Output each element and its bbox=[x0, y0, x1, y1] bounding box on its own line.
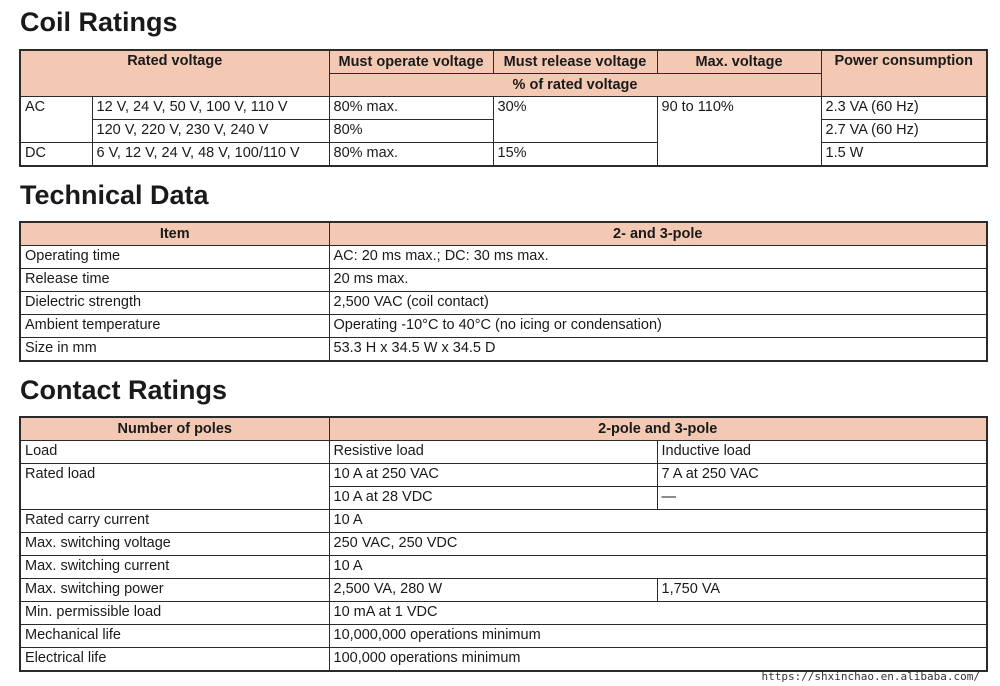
ac-must-operate-2: 80% bbox=[329, 120, 493, 143]
header-2-3-pole: 2- and 3-pole bbox=[329, 222, 987, 246]
rated-load-inductive-1: 7 A at 250 VAC bbox=[657, 464, 987, 487]
ambient-temperature-label: Ambient temperature bbox=[20, 315, 329, 338]
technical-data-title: Technical Data bbox=[20, 180, 209, 210]
table-row bbox=[20, 338, 987, 362]
mechanical-life-value: 10,000,000 operations minimum bbox=[329, 625, 987, 648]
source-url: https://shxinchao.en.alibaba.com/ bbox=[761, 670, 980, 683]
header-percent-rated-voltage: % of rated voltage bbox=[329, 74, 821, 97]
header-must-release-voltage: Must release voltage bbox=[493, 50, 657, 74]
table-row bbox=[20, 625, 987, 648]
table-row bbox=[20, 602, 987, 625]
header-must-operate-voltage: Must operate voltage bbox=[329, 50, 493, 74]
contact-header-row bbox=[20, 417, 987, 441]
table-row bbox=[20, 510, 987, 533]
mechanical-life-label: Mechanical life bbox=[20, 625, 329, 648]
release-time-value: 20 ms max. bbox=[329, 269, 987, 292]
rated-load-label: Rated load bbox=[20, 464, 329, 510]
header-2-pole-3-pole: 2-pole and 3-pole bbox=[329, 417, 987, 441]
max-switching-power-inductive: 1,750 VA bbox=[657, 579, 987, 602]
operating-time-label: Operating time bbox=[20, 246, 329, 269]
table-row bbox=[20, 97, 987, 120]
header-max-voltage: Max. voltage bbox=[657, 50, 821, 74]
table-row bbox=[20, 464, 987, 487]
dc-must-release: 15% bbox=[493, 143, 657, 167]
rated-load-resistive-2: 10 A at 28 VDC bbox=[329, 487, 657, 510]
header-item: Item bbox=[20, 222, 329, 246]
table-row bbox=[20, 269, 987, 292]
dc-power: 1.5 W bbox=[821, 143, 987, 167]
rated-load-inductive-2: — bbox=[657, 487, 987, 510]
table-row bbox=[20, 143, 987, 167]
table-row bbox=[20, 315, 987, 338]
contact-ratings-title: Contact Ratings bbox=[20, 375, 228, 405]
ambient-temperature-value: Operating -10°C to 40°C (no icing or condensation) bbox=[329, 315, 987, 338]
min-permissible-load-value: 10 mA at 1 VDC bbox=[329, 602, 987, 625]
header-power-consumption: Power consumption bbox=[821, 50, 987, 97]
max-switching-power-label: Max. switching power bbox=[20, 579, 329, 602]
table-row bbox=[20, 246, 987, 269]
ac-label: AC bbox=[20, 97, 92, 143]
load-label: Load bbox=[20, 441, 329, 464]
rated-load-resistive-1: 10 A at 250 VAC bbox=[329, 464, 657, 487]
max-switching-current-value: 10 A bbox=[329, 556, 987, 579]
max-switching-voltage-value: 250 VAC, 250 VDC bbox=[329, 533, 987, 556]
ac-power-2: 2.7 VA (60 Hz) bbox=[821, 120, 987, 143]
size-label: Size in mm bbox=[20, 338, 329, 362]
dielectric-strength-value: 2,500 VAC (coil contact) bbox=[329, 292, 987, 315]
ac-power-1: 2.3 VA (60 Hz) bbox=[821, 97, 987, 120]
dc-rated-voltage: 6 V, 12 V, 24 V, 48 V, 100/110 V bbox=[92, 143, 329, 167]
ac-rated-voltage-2: 120 V, 220 V, 230 V, 240 V bbox=[92, 120, 329, 143]
table-row bbox=[20, 648, 987, 672]
resistive-load-label: Resistive load bbox=[329, 441, 657, 464]
operating-time-value: AC: 20 ms max.; DC: 30 ms max. bbox=[329, 246, 987, 269]
max-switching-power-resistive: 2,500 VA, 280 W bbox=[329, 579, 657, 602]
table-row bbox=[20, 533, 987, 556]
electrical-life-label: Electrical life bbox=[20, 648, 329, 672]
ac-rated-voltage-1: 12 V, 24 V, 50 V, 100 V, 110 V bbox=[92, 97, 329, 120]
ac-must-release: 30% bbox=[493, 97, 657, 143]
table-row bbox=[20, 292, 987, 315]
header-number-of-poles: Number of poles bbox=[20, 417, 329, 441]
dielectric-strength-label: Dielectric strength bbox=[20, 292, 329, 315]
electrical-life-value: 100,000 operations minimum bbox=[329, 648, 987, 672]
ac-must-operate-1: 80% max. bbox=[329, 97, 493, 120]
coil-ratings-title: Coil Ratings bbox=[20, 7, 178, 37]
rated-carry-current-label: Rated carry current bbox=[20, 510, 329, 533]
max-switching-current-label: Max. switching current bbox=[20, 556, 329, 579]
technical-header-row bbox=[20, 222, 987, 246]
max-switching-voltage-label: Max. switching voltage bbox=[20, 533, 329, 556]
header-rated-voltage: Rated voltage bbox=[20, 50, 329, 97]
inductive-load-label: Inductive load bbox=[657, 441, 987, 464]
table-row bbox=[20, 556, 987, 579]
max-voltage-value: 90 to 110% bbox=[657, 97, 821, 167]
coil-ratings-table bbox=[19, 49, 988, 167]
dc-label: DC bbox=[20, 143, 92, 167]
coil-header-row bbox=[20, 50, 987, 74]
dc-must-operate: 80% max. bbox=[329, 143, 493, 167]
table-row bbox=[20, 579, 987, 602]
rated-carry-current-value: 10 A bbox=[329, 510, 987, 533]
contact-ratings-table bbox=[19, 416, 988, 672]
min-permissible-load-label: Min. permissible load bbox=[20, 602, 329, 625]
size-value: 53.3 H x 34.5 W x 34.5 D bbox=[329, 338, 987, 362]
technical-data-table bbox=[19, 221, 988, 362]
table-row bbox=[20, 441, 987, 464]
release-time-label: Release time bbox=[20, 269, 329, 292]
